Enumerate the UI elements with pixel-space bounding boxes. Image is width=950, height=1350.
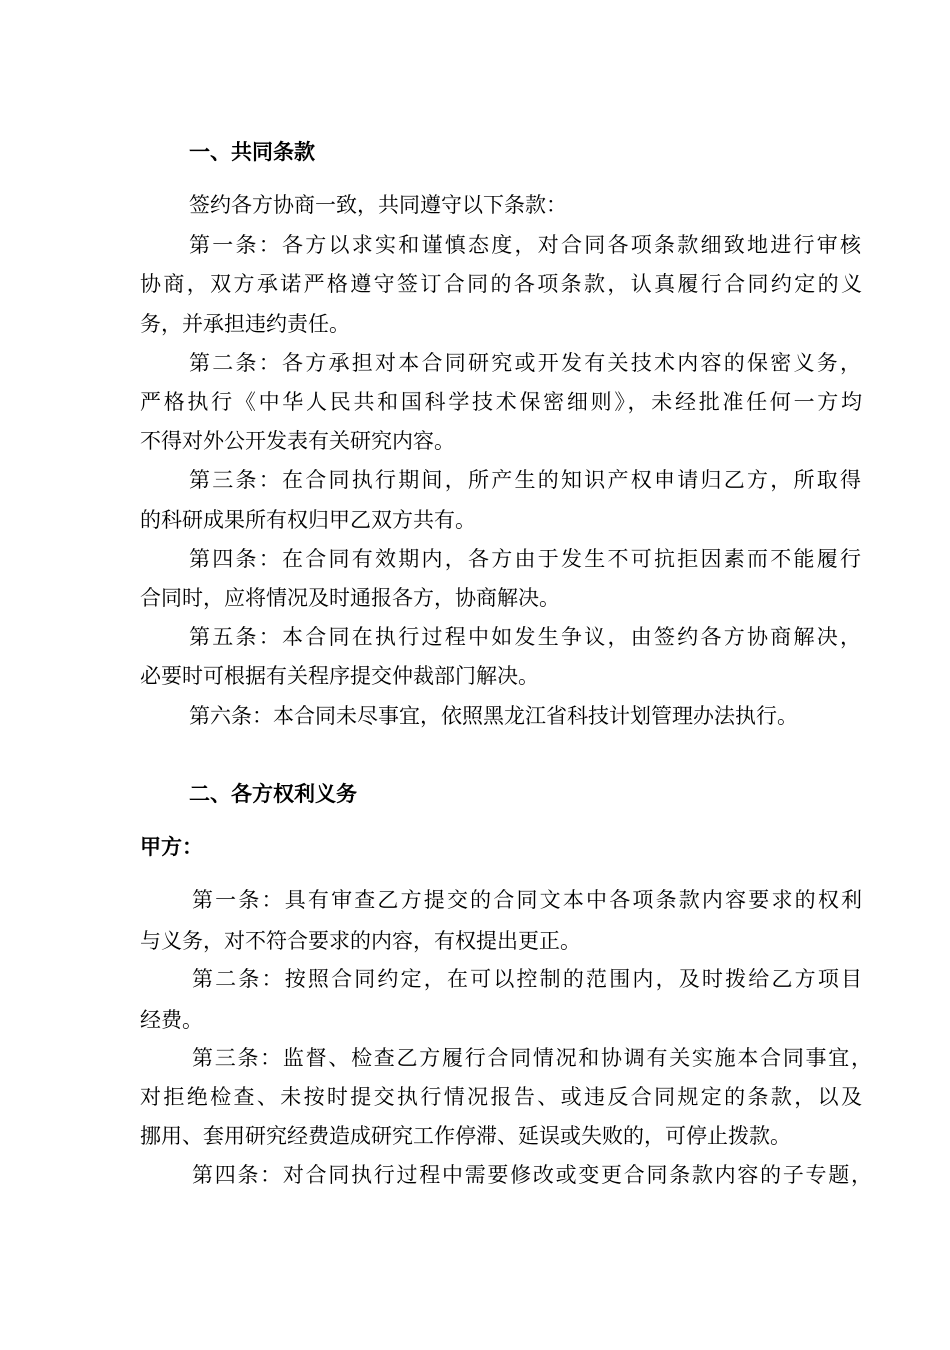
- clause-line: 务，并承担违约责任。: [140, 312, 350, 336]
- clause-line: 与义务，对不符合要求的内容，有权提出更正。: [140, 929, 581, 953]
- clause-line: 第六条：本合同未尽事宜，依照黑龙江省科技计划管理办法执行。: [189, 704, 798, 728]
- clause-line: 第三条：监督、检查乙方履行合同情况和协调有关实施本合同事宜，: [192, 1046, 872, 1070]
- clause-line: 协商，双方承诺严格遵守签订合同的各项条款，认真履行合同约定的义: [140, 272, 862, 296]
- clause-line: 第二条：各方承担对本合同研究或开发有关技术内容的保密义务，: [189, 351, 861, 375]
- clause-line: 经费。: [140, 1008, 203, 1032]
- clause-line: 合同时，应将情况及时通报各方，协商解决。: [140, 586, 560, 610]
- clause-line: 对拒绝检查、未按时提交执行情况报告、或违反合同规定的条款，以及: [140, 1085, 862, 1109]
- section-intro: 签约各方协商一致，共同遵守以下条款：: [189, 193, 567, 217]
- section-heading-common-terms: 一、共同条款: [189, 140, 315, 164]
- clause-line: 第二条：按照合同约定，在可以控制的范围内，及时拨给乙方项目: [192, 967, 862, 991]
- clause-line: 必要时可根据有关程序提交仲裁部门解决。: [140, 664, 539, 688]
- clause-line: 第一条：具有审查乙方提交的合同文本中各项条款内容要求的权利: [192, 888, 862, 912]
- clause-line: 的科研成果所有权归甲乙双方共有。: [140, 508, 476, 532]
- clause-line: 第四条：在合同有效期内，各方由于发生不可抗拒因素而不能履行: [189, 547, 861, 571]
- clause-line: 严格执行《中华人民共和国科学技术保密细则》，未经批准任何一方均: [140, 390, 862, 414]
- party-label: 甲方：: [140, 835, 203, 859]
- clause-line: 不得对外公开发表有关研究内容。: [140, 429, 455, 453]
- clause-line: 第四条：对合同执行过程中需要修改或变更合同条款内容的子专题，: [192, 1163, 872, 1187]
- clause-line: 挪用、套用研究经费造成研究工作停滞、延误或失败的，可停止拨款。: [140, 1124, 791, 1148]
- clause-line: 第五条：本合同在执行过程中如发生争议，由签约各方协商解决，: [189, 625, 861, 649]
- section-heading-rights-obligations: 二、各方权利义务: [189, 782, 357, 806]
- clause-line: 第三条：在合同执行期间，所产生的知识产权申请归乙方，所取得: [189, 468, 861, 492]
- clause-line: 第一条：各方以求实和谨慎态度，对合同各项条款细致地进行审核: [189, 233, 861, 257]
